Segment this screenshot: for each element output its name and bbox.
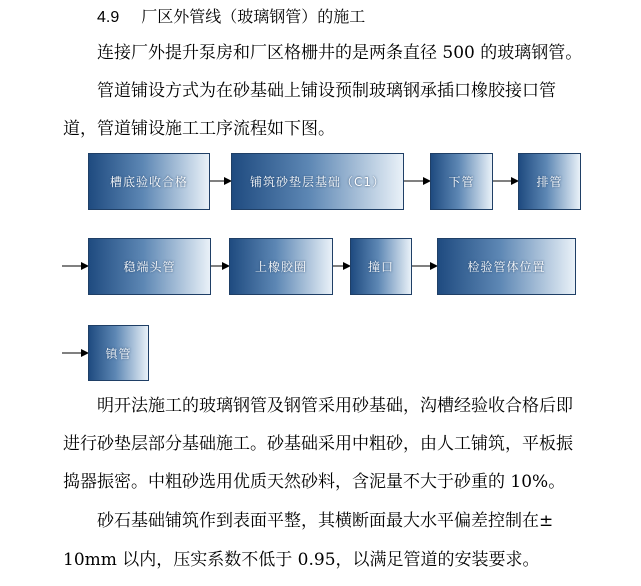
- paragraph-4-line-2: 10mm 以内，压实系数不低于 0.95，以满足管道的安装要求。: [63, 550, 540, 570]
- paragraph-3-line-1: 明开法施工的玻璃钢管及钢管采用砂基础，沟槽经验收合格后即: [97, 396, 573, 416]
- flow-step-5: 稳端头管: [88, 238, 211, 295]
- paragraph-3-line-2: 进行砂垫层部分基础施工。砂基础采用中粗砂，由人工铺筑，平板振: [63, 434, 573, 454]
- flow-step-8: 检验管体位置: [437, 238, 576, 295]
- flow-step-9: 镇管: [88, 325, 149, 381]
- paragraph-3-line-3: 捣器振密。中粗砂选用优质天然砂料，含泥量不大于砂重的 10%。: [63, 472, 566, 492]
- section-title: 厂区外管线（玻璃钢管）的施工: [141, 7, 366, 26]
- paragraph-2-line-1: 管道铺设方式为在砂基础上铺设预制玻璃钢承插口橡胶接口管: [97, 81, 556, 101]
- section-number: 4.9: [97, 9, 120, 26]
- paragraph-4-line-1: 砂石基础铺筑作到表面平整，其横断面最大水平偏差控制在±: [97, 511, 554, 531]
- paragraph-2-line-2: 道，管道铺设施工工序流程如下图。: [63, 119, 335, 139]
- flow-step-2: 铺筑砂垫层基础（C1）: [231, 153, 404, 210]
- flow-step-6: 上橡胶圈: [229, 238, 333, 295]
- paragraph-1: 连接厂外提升泵房和厂区格栅井的是两条直径 500 的玻璃钢管。: [97, 43, 583, 63]
- flow-step-7: 撞口: [350, 238, 412, 295]
- flow-step-1: 槽底验收合格: [88, 153, 210, 210]
- flow-step-4: 排管: [518, 153, 581, 210]
- flow-step-3: 下管: [430, 153, 493, 210]
